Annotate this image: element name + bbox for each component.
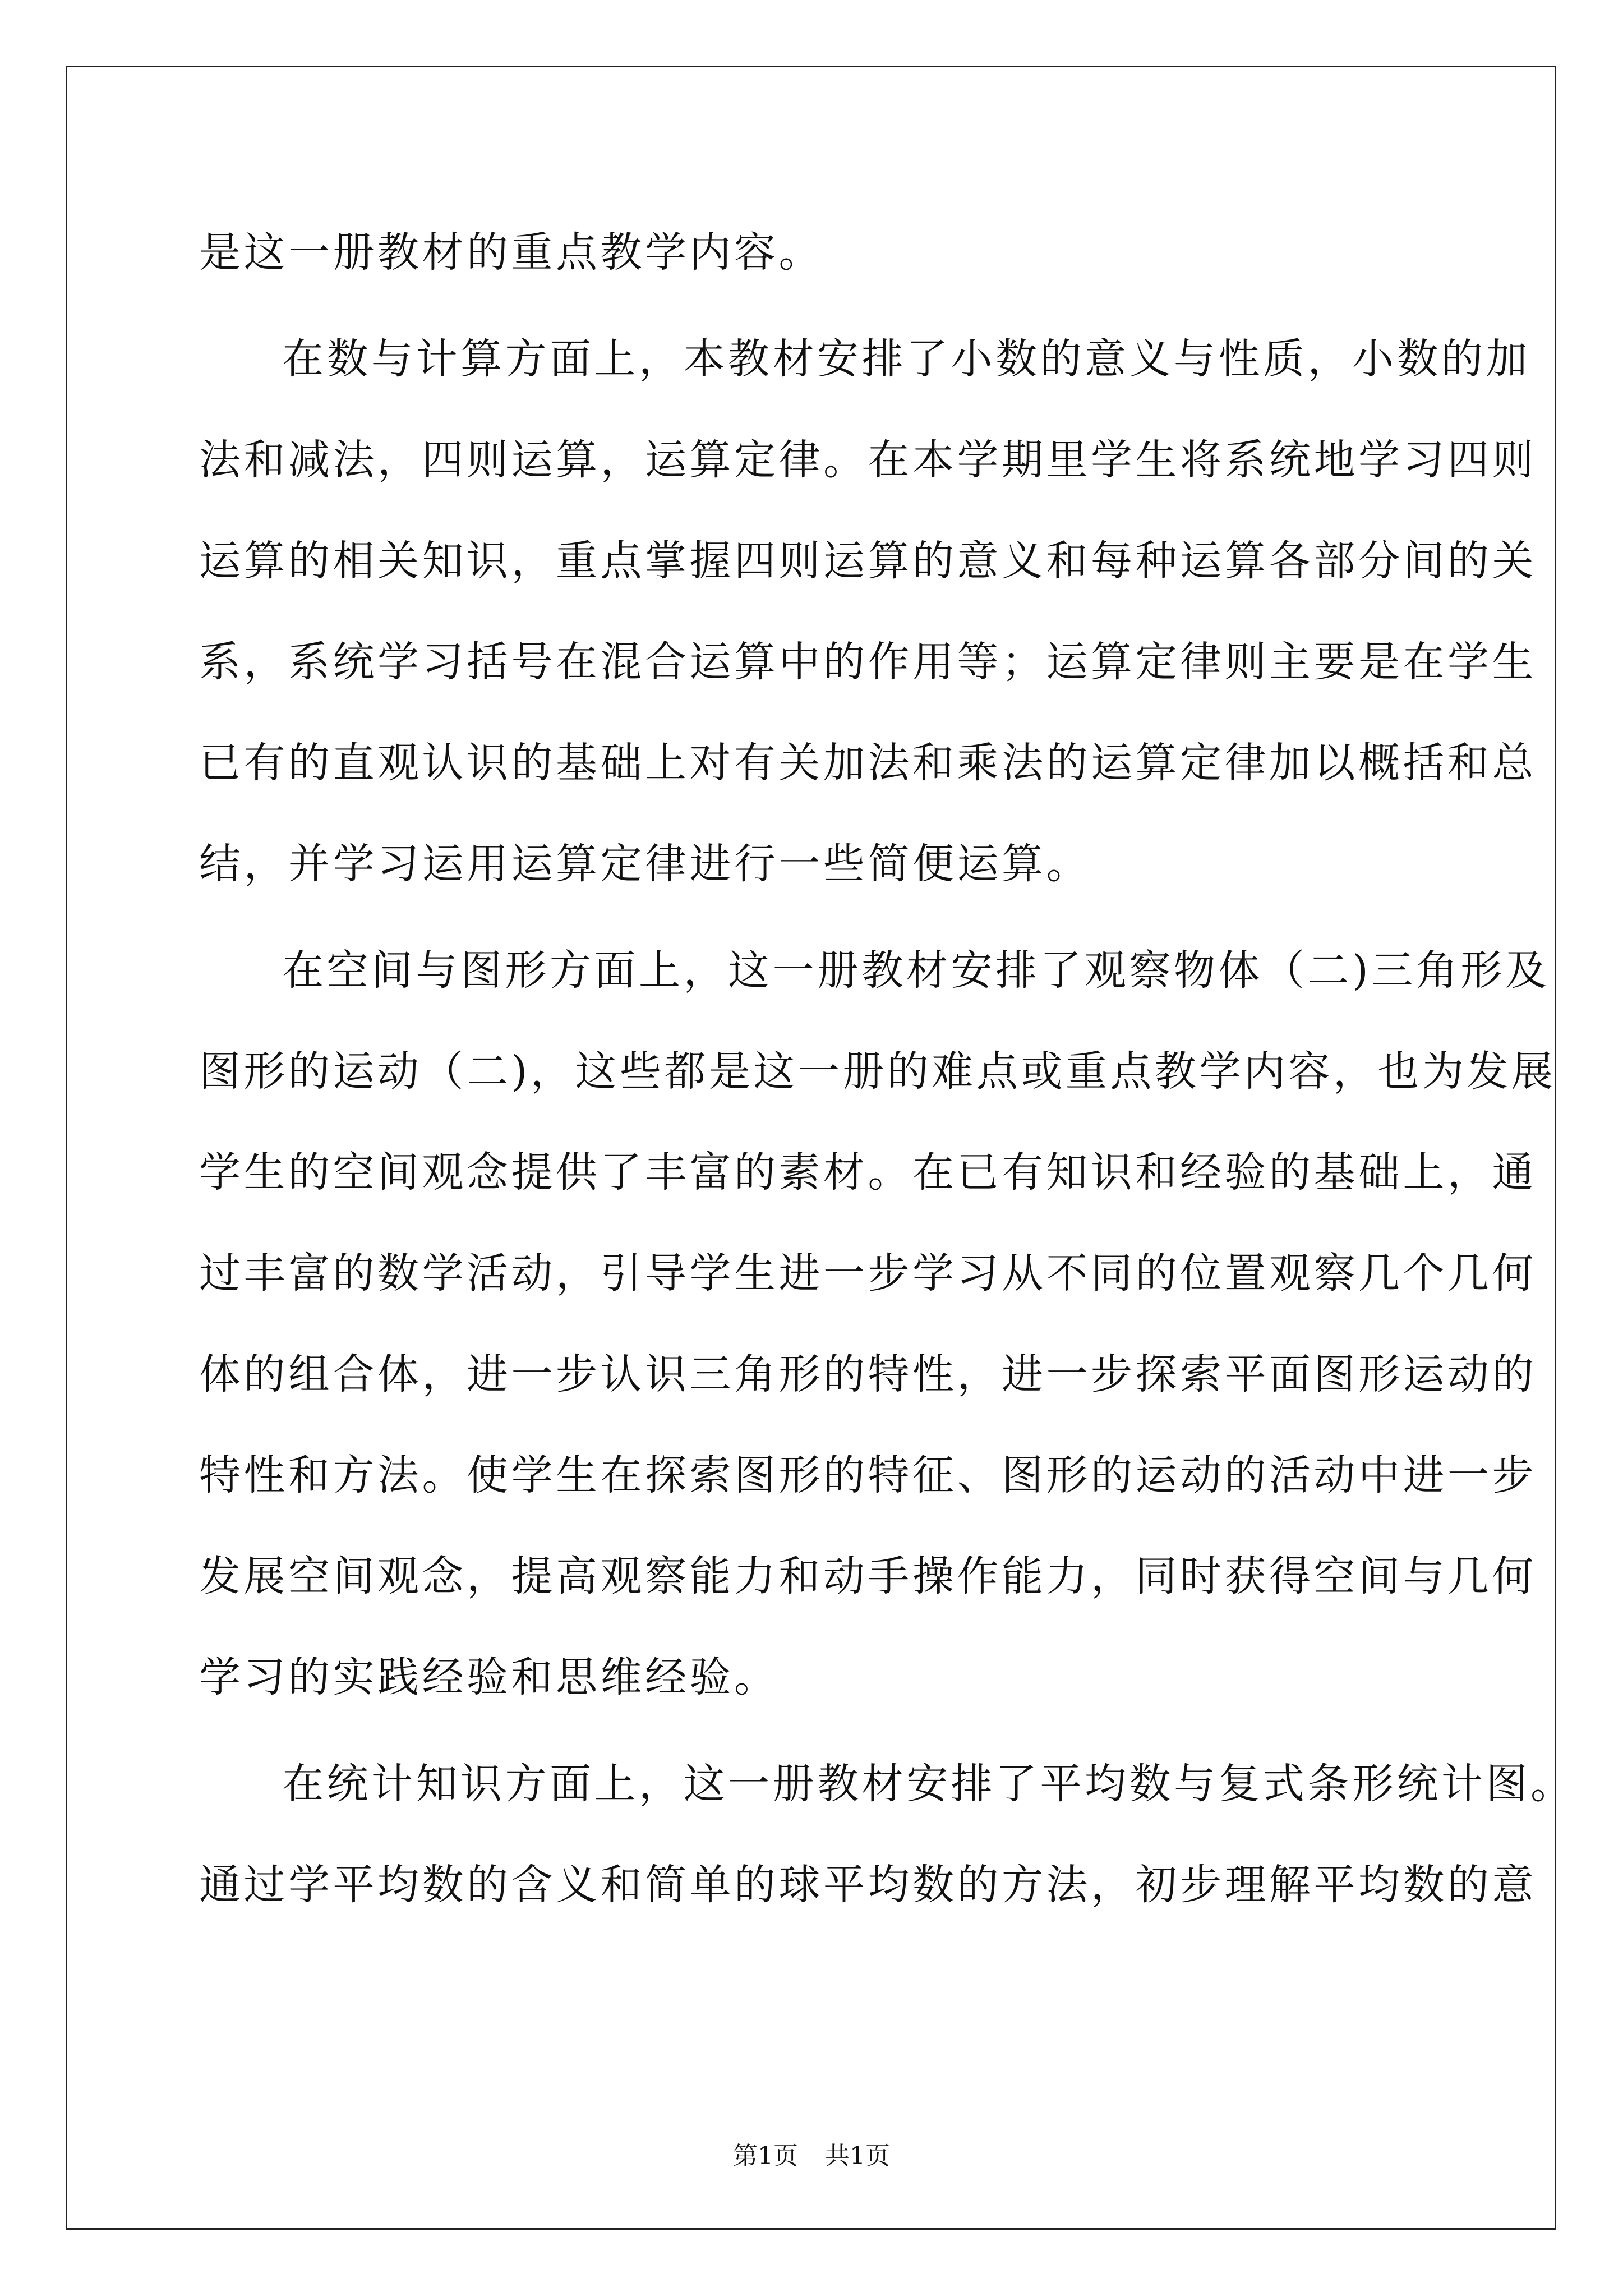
text-line-11: 过丰富的数学活动，引导学生进一步学习从不同的位置观察几个几何 [199,1249,1537,1297]
text-line-1: 是这一册教材的重点教学内容。 [199,228,823,277]
text-line-8: 在空间与图形方面上，这一册教材安排了观察物体（二)三角形及 [282,946,1550,995]
page-footer [0,2144,1623,2169]
text-line-12: 体的组合体，进一步认识三角形的特性，进一步探索平面图形运动的 [199,1350,1537,1398]
text-line-10: 学生的空间观念提供了丰富的素材。在已有知识和经验的基础上，通 [199,1148,1537,1197]
page-number: 第1页 [733,2142,798,2170]
text-line-13: 特性和方法。使学生在探索图形的特征、图形的运动的活动中进一步 [199,1451,1537,1499]
text-line-17: 通过学平均数的含义和简单的球平均数的方法，初步理解平均数的意 [199,1861,1537,1909]
text-line-2: 在数与计算方面上，本教材安排了小数的意义与性质，小数的加 [282,335,1530,383]
text-line-16: 在统计知识方面上，这一册教材安排了平均数与复式条形统计图。 [282,1760,1575,1808]
text-line-7: 结，并学习运用运算定律进行一些简便运算。 [199,840,1091,888]
text-line-4: 运算的相关知识，重点掌握四则运算的意义和每种运算各部分间的关 [199,537,1537,585]
text-line-5: 系，系统学习括号在混合运算中的作用等；运算定律则主要是在学生 [199,638,1537,686]
text-line-15: 学习的实践经验和思维经验。 [199,1653,779,1701]
text-line-14: 发展空间观念，提高观察能力和动手操作能力，同时获得空间与几何 [199,1552,1537,1600]
text-line-6: 已有的直观认识的基础上对有关加法和乘法的运算定律加以概括和总 [199,739,1537,787]
text-line-9: 图形的运动（二)，这些都是这一册的难点或重点教学内容，也为发展 [199,1047,1556,1096]
text-line-3: 法和减法，四则运算，运算定律。在本学期里学生将系统地学习四则 [199,436,1537,484]
page-total: 共1页 [825,2142,890,2170]
